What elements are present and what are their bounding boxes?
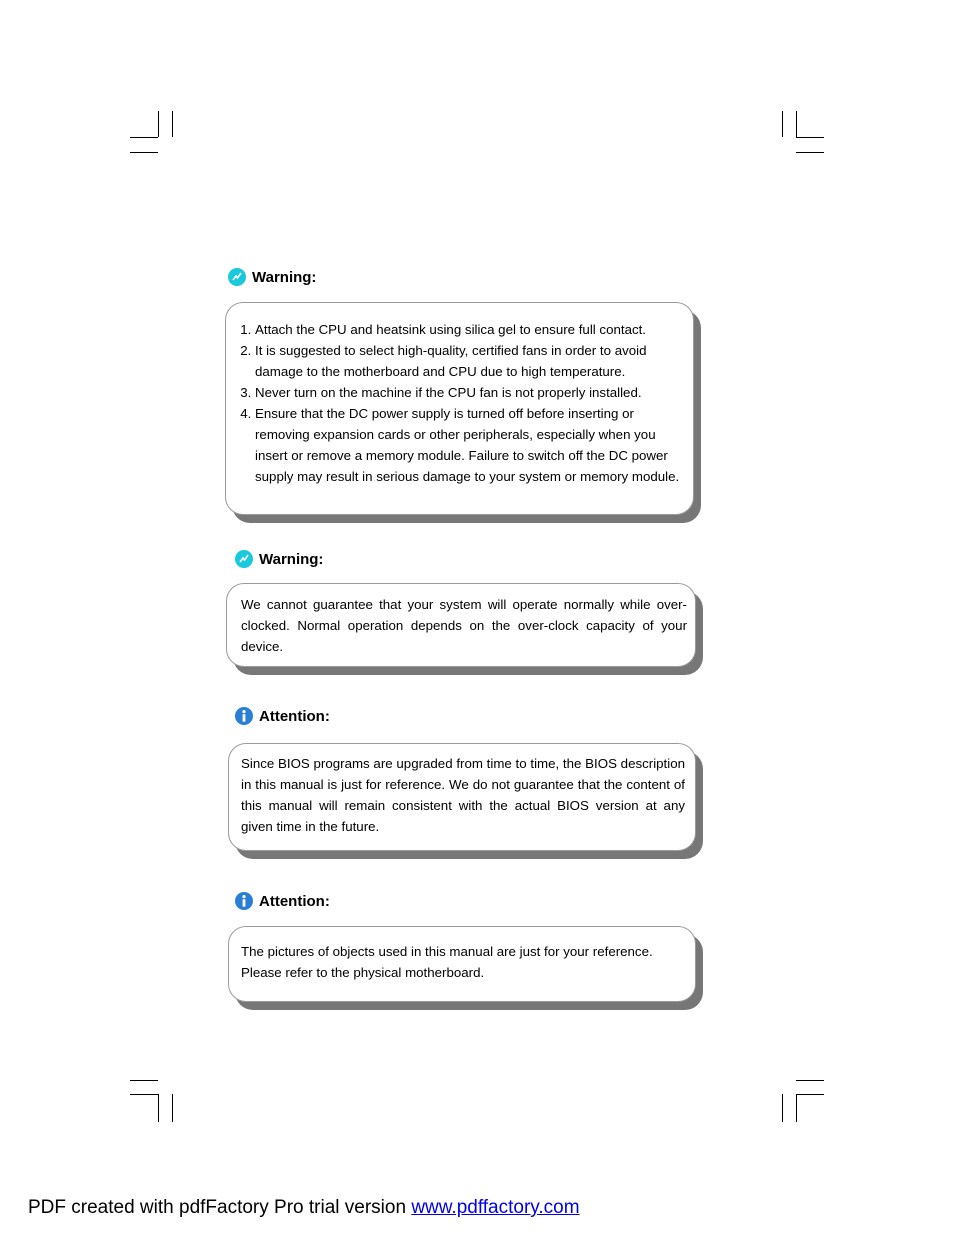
warning-icon [235,550,253,568]
attention-heading [235,892,330,910]
warning-box [225,302,694,515]
attention-text: The pictures of objects used in this manual are just for your reference. Please refer to the physical motherboard. [241,944,653,980]
list-item: 1. Attach the CPU and heatsink using silica gel to ensure full contact. [255,319,684,340]
heading-text: Warning: [252,268,317,286]
warning-heading [235,550,323,568]
attention-heading [235,707,330,725]
attention-box [228,743,696,851]
warning-heading [228,268,316,286]
list-item: 2. It is suggested to select high-quality, certified fans in order to avoid damage to the motherboard and CPU due to high temperature. [255,340,684,382]
attention-text: Since BIOS programs are upgraded from time to time, the BIOS description in this manual is just for reference. We do not guarantee that the content of this manual will remain consistent with the actual BIOS version at any given time in the future. [241,756,685,834]
info-icon [235,707,253,725]
warning-box [226,583,696,667]
info-icon [235,892,253,910]
warning-list [239,319,684,487]
list-item: 4. Ensure that the DC power supply is turned off before inserting or removing expansion cards or other peripherals, especially when you insert or remove a memory module. Failure to switch off the DC power supply may result in serious damage to your system or memory module. [255,403,684,487]
pdffactory-link[interactable]: www.pdffactory.com [411,1197,580,1218]
heading-text: Attention: [259,707,330,725]
attention-box [228,926,696,1002]
list-item: 3. Never turn on the machine if the CPU fan is not properly installed. [255,382,684,403]
pdf-footer [28,1197,580,1219]
warning-text: We cannot guarantee that your system will operate normally while over-clocked. Normal operation depends on the over-clock capacity of your device. [241,597,687,654]
footer-text: PDF created with pdfFactory Pro trial version [28,1197,412,1218]
warning-icon [228,268,246,286]
heading-text: Attention: [259,892,330,910]
heading-text: Warning: [259,550,324,568]
